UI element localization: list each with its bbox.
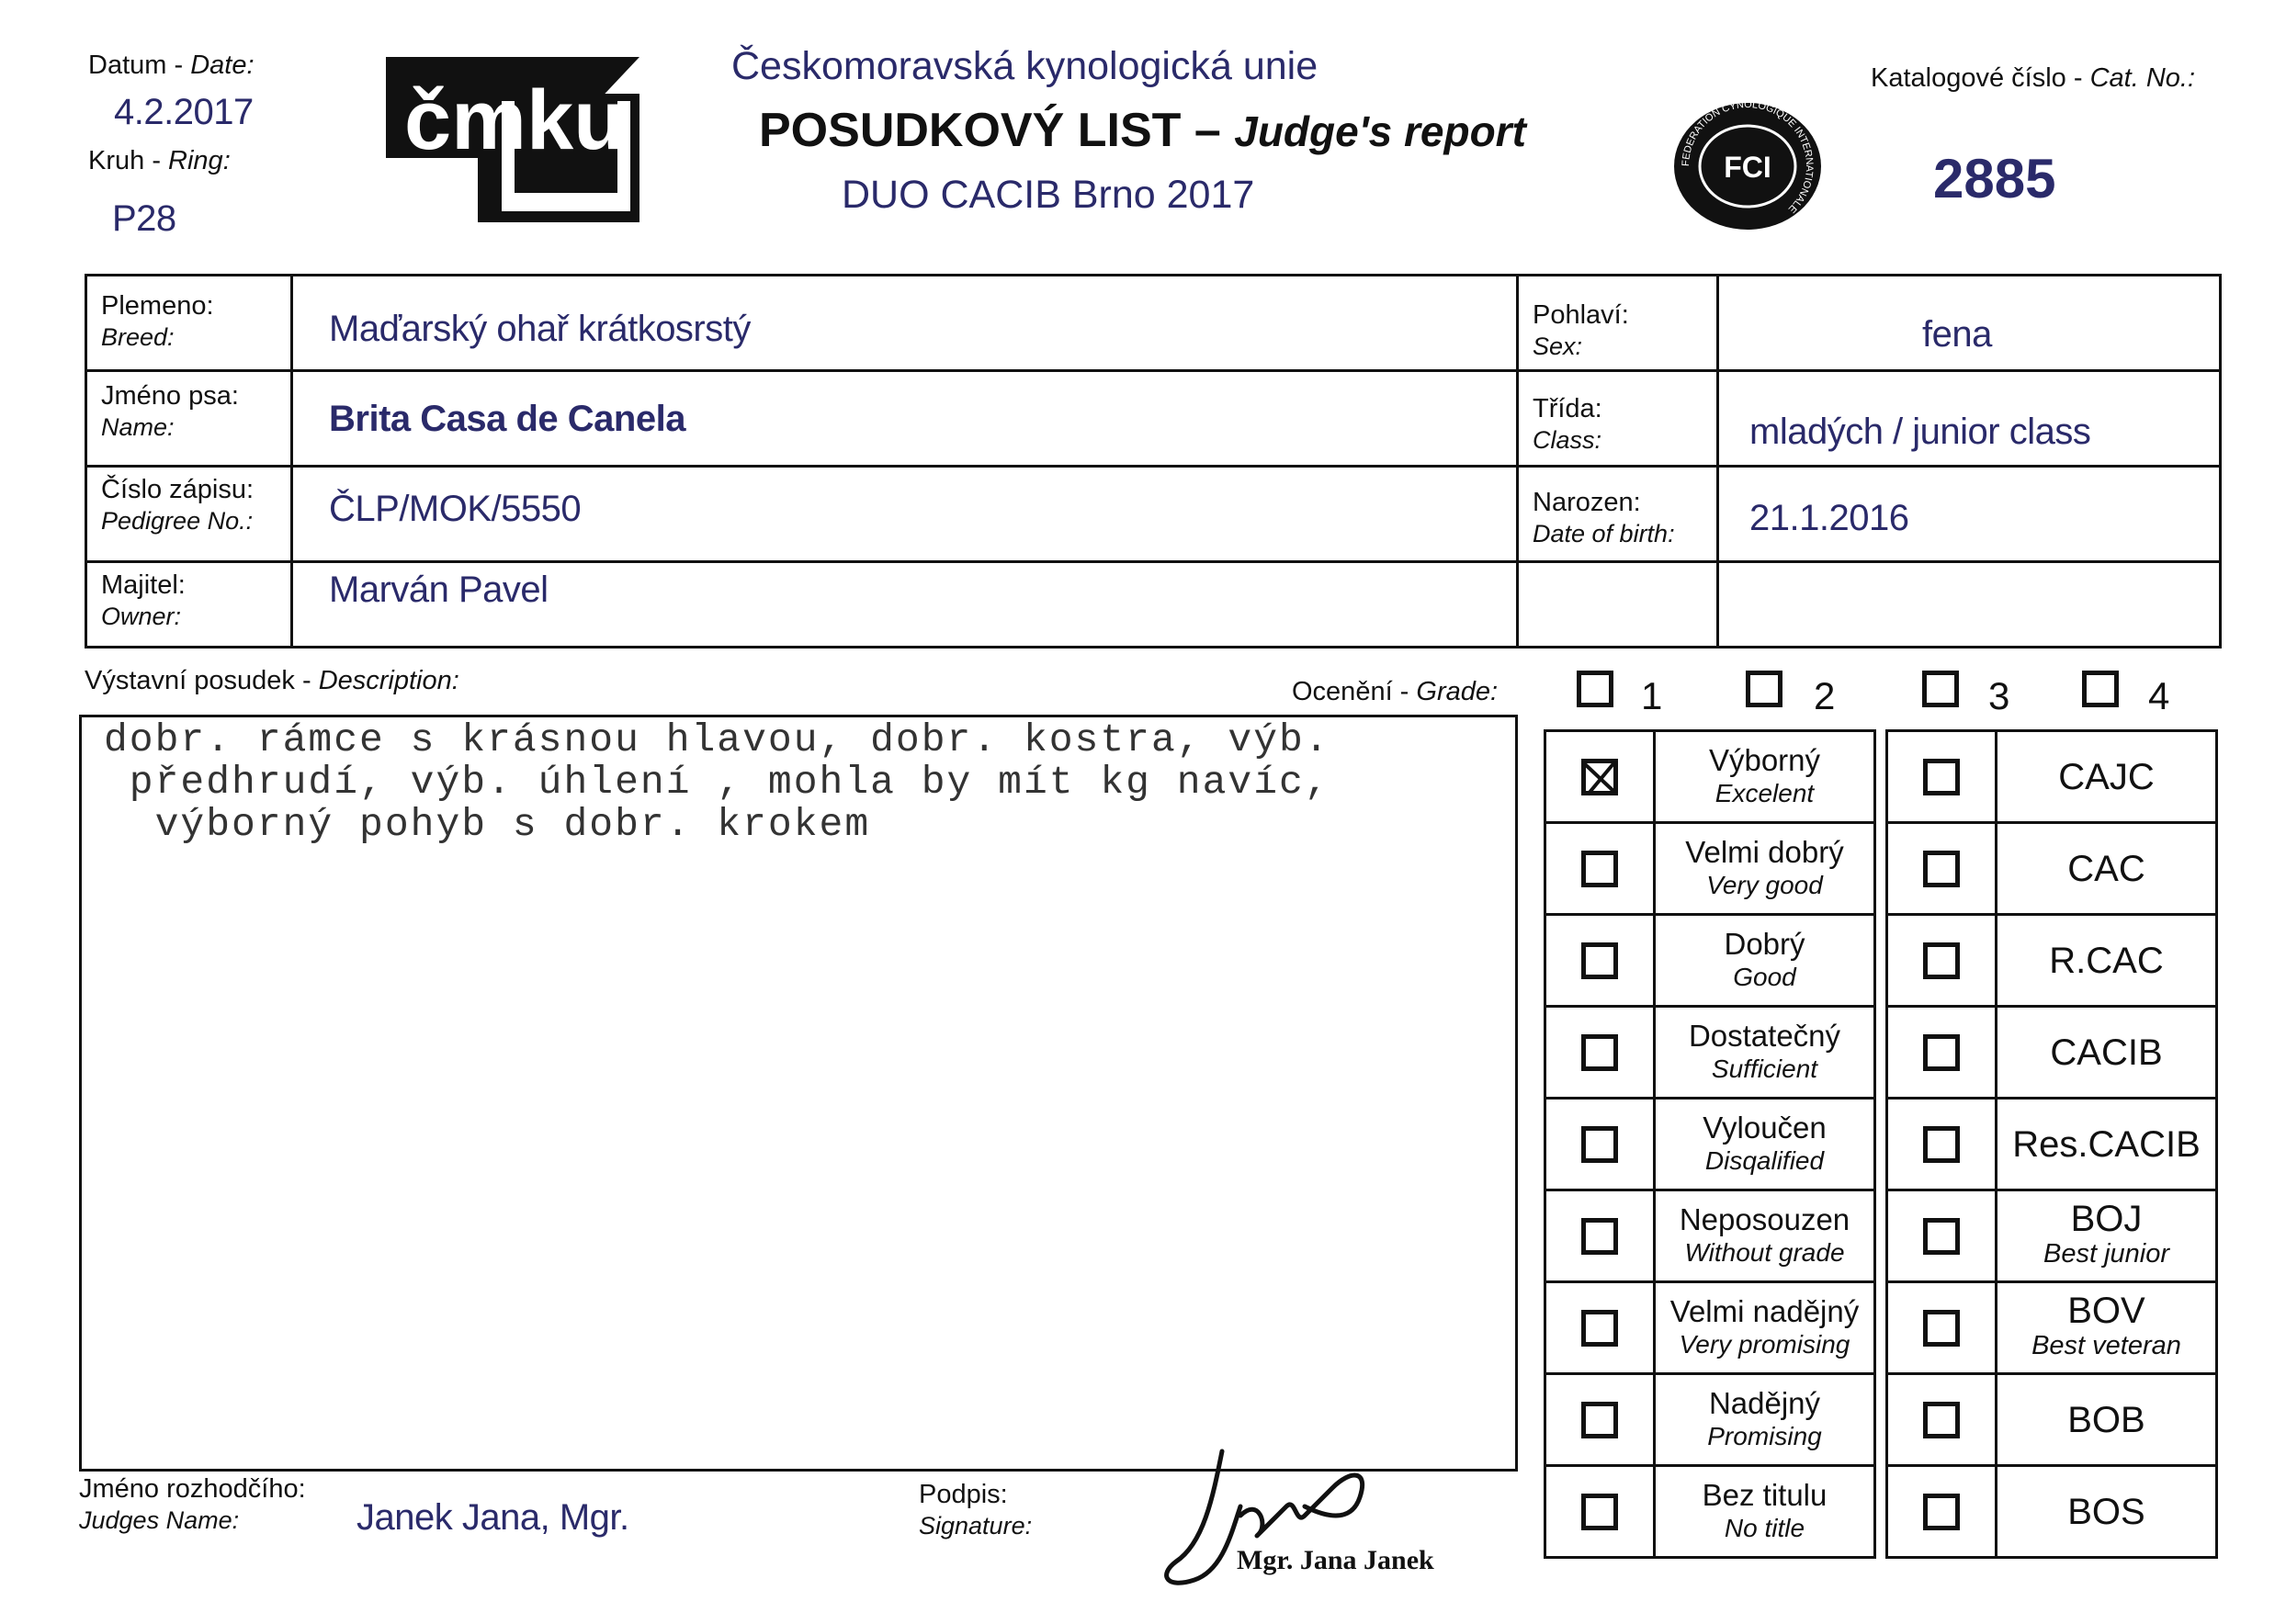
name-label: Jméno psa: Name: [101, 381, 239, 441]
grade-label-cz: Vyloučen [1703, 1110, 1827, 1145]
org-name: Českomoravská kynologická unie [731, 44, 1318, 88]
grade-row[interactable] [1545, 1099, 1875, 1190]
grade-label-en: Good [1733, 962, 1796, 991]
sex-label: Pohlaví: Sex: [1533, 300, 1629, 360]
grade-row[interactable] [1545, 823, 1875, 915]
grade-label: Ocenění - Grade: [1292, 677, 1499, 706]
title-row[interactable] [1887, 915, 2217, 1007]
title-label: Res.CACIB [2012, 1123, 2201, 1165]
grade-label-cz: Výborný [1708, 742, 1821, 777]
title-row[interactable] [1887, 731, 2217, 823]
description-line-3: výborný pohyb s dobr. krokem [104, 802, 871, 847]
title-checkbox[interactable] [1923, 1310, 1960, 1347]
title-checkbox[interactable] [1923, 1126, 1960, 1163]
fci-ring-text: FEDERATION CYNOLOGIQUE INTERNATIONALE [1680, 101, 1816, 215]
title-checkbox[interactable] [1923, 942, 1960, 979]
grade-label-en: Promising [1707, 1421, 1822, 1450]
grade-row[interactable] [1545, 1007, 1875, 1099]
title-checkbox[interactable] [1923, 1402, 1960, 1438]
grade-label-cz: Dostatečný [1688, 1018, 1841, 1053]
title-label: CACIB [2050, 1032, 2163, 1073]
grade-checkbox[interactable] [1581, 1126, 1618, 1163]
title-label: BOB [2067, 1399, 2145, 1440]
title-checkbox[interactable] [1923, 759, 1960, 795]
title-row[interactable] [1887, 1007, 2217, 1099]
grade-checkbox[interactable] [1581, 851, 1618, 887]
born-value: 21.1.2016 [1749, 498, 1909, 538]
grade-label-en: Disqalified [1704, 1145, 1825, 1175]
grade-label-en: Very promising [1679, 1329, 1850, 1359]
description-line-1: dobr. rámce s krásnou hlavou, dobr. kostra, výb. [104, 717, 1330, 762]
breed-value: Maďarský ohař krátkosrstý [329, 309, 751, 349]
grade-label-cz: Nadějný [1708, 1385, 1821, 1420]
pedigree-value: ČLP/MOK/5550 [329, 489, 582, 529]
pedigree-label: Číslo zápisu: Pedigree No.: [101, 475, 255, 535]
title-row[interactable] [1887, 1099, 2217, 1190]
grade-checkbox[interactable] [1581, 1494, 1618, 1530]
grade-label-cz: Neposouzen [1679, 1201, 1850, 1236]
grade-table [1544, 729, 1876, 1559]
owner-label: Majitel: Owner: [101, 570, 186, 630]
date-value: 4.2.2017 [114, 92, 254, 132]
grade-row[interactable] [1545, 731, 1875, 823]
title-label: BOV [2067, 1290, 2145, 1331]
form-title: POSUDKOVÝ LIST – Judge's report [759, 104, 1526, 157]
title-sub-label: Best junior [2043, 1238, 2169, 1269]
grade-label-cz: Bez titulu [1702, 1477, 1828, 1512]
grade-label-en: Excelent [1714, 778, 1815, 807]
sex-value: fena [1922, 314, 1992, 355]
description-line-2: předhrudí, výb. úhlení , mohla by mít kg navíc, [104, 760, 1330, 805]
fci-badge [1672, 101, 1823, 231]
signature-stamp: Mgr. Jana Janek [1237, 1545, 1434, 1575]
title-label: BOJ [2070, 1198, 2143, 1239]
grade-checkbox[interactable] [1581, 1310, 1618, 1347]
grade-row[interactable] [1545, 915, 1875, 1007]
title-row[interactable] [1887, 1190, 2217, 1282]
date-label: Datum - Date: [88, 51, 255, 80]
logo-text: čmku [404, 73, 626, 167]
title-checkbox[interactable] [1923, 1034, 1960, 1071]
grade-checkbox[interactable] [1581, 1034, 1618, 1071]
judge-label: Jméno rozhodčího: Judges Name: [79, 1474, 306, 1534]
class-value: mladých / junior class [1749, 412, 2091, 452]
grade-checkbox[interactable] [1581, 942, 1618, 979]
title-row[interactable] [1887, 1282, 2217, 1374]
place-3-checkbox[interactable] [1922, 671, 1959, 707]
breed-label: Plemeno: Breed: [101, 291, 214, 351]
grade-label-cz: Dobrý [1724, 926, 1805, 961]
grade-row[interactable] [1545, 1466, 1875, 1558]
title-label: CAC [2067, 848, 2145, 889]
grade-label-cz: Velmi nadějný [1669, 1293, 1860, 1328]
owner-value: Marván Pavel [329, 570, 549, 610]
grade-label-en: Very good [1706, 870, 1823, 899]
show-name: DUO CACIB Brno 2017 [842, 173, 1255, 217]
grade-label-cz: Velmi dobrý [1685, 834, 1844, 869]
ring-value: P28 [112, 198, 176, 239]
name-value: Brita Casa de Canela [329, 399, 685, 439]
grade-row[interactable] [1545, 1282, 1875, 1374]
ring-label: Kruh - Ring: [88, 146, 231, 175]
grade-row[interactable] [1545, 1374, 1875, 1466]
grade-label-en: No title [1724, 1513, 1805, 1542]
place-1-checkbox[interactable] [1577, 671, 1613, 707]
catalog-value: 2885 [1933, 148, 2056, 209]
place-2-checkbox[interactable] [1746, 671, 1782, 707]
description-box [79, 715, 1518, 1472]
title-row[interactable] [1887, 823, 2217, 915]
title-checkbox[interactable] [1923, 851, 1960, 887]
title-checkbox[interactable] [1923, 1494, 1960, 1530]
place-4-checkbox[interactable] [2082, 671, 2119, 707]
judge-value: Janek Jana, Mgr. [356, 1497, 629, 1538]
grade-label-en: Without grade [1684, 1237, 1845, 1267]
class-label: Třída: Class: [1533, 394, 1602, 454]
title-sub-label: Best veteran [2031, 1330, 2181, 1360]
title-row[interactable] [1887, 1466, 2217, 1558]
catalog-label: Katalogové číslo - Cat. No.: [1871, 63, 2196, 93]
description-label: Výstavní posudek - Description: [85, 666, 459, 695]
born-label: Narozen: Date of birth: [1533, 488, 1675, 547]
title-label: BOS [2067, 1491, 2145, 1532]
title-checkbox[interactable] [1923, 1218, 1960, 1255]
title-label: R.CAC [2049, 940, 2164, 981]
fci-badge-text: FCI [1724, 151, 1771, 184]
grade-row[interactable] [1545, 1190, 1875, 1282]
grade-checkbox[interactable] [1581, 1402, 1618, 1438]
cmku-logo [386, 57, 639, 222]
grade-label-en: Sufficient [1711, 1054, 1818, 1083]
title-label: CAJC [2058, 756, 2155, 797]
title-table [1885, 729, 2218, 1559]
signature-label: Podpis: Signature: [919, 1480, 1033, 1539]
grade-checkbox[interactable] [1581, 1218, 1618, 1255]
grade-checkbox[interactable] [1581, 759, 1618, 795]
title-row[interactable] [1887, 1374, 2217, 1466]
